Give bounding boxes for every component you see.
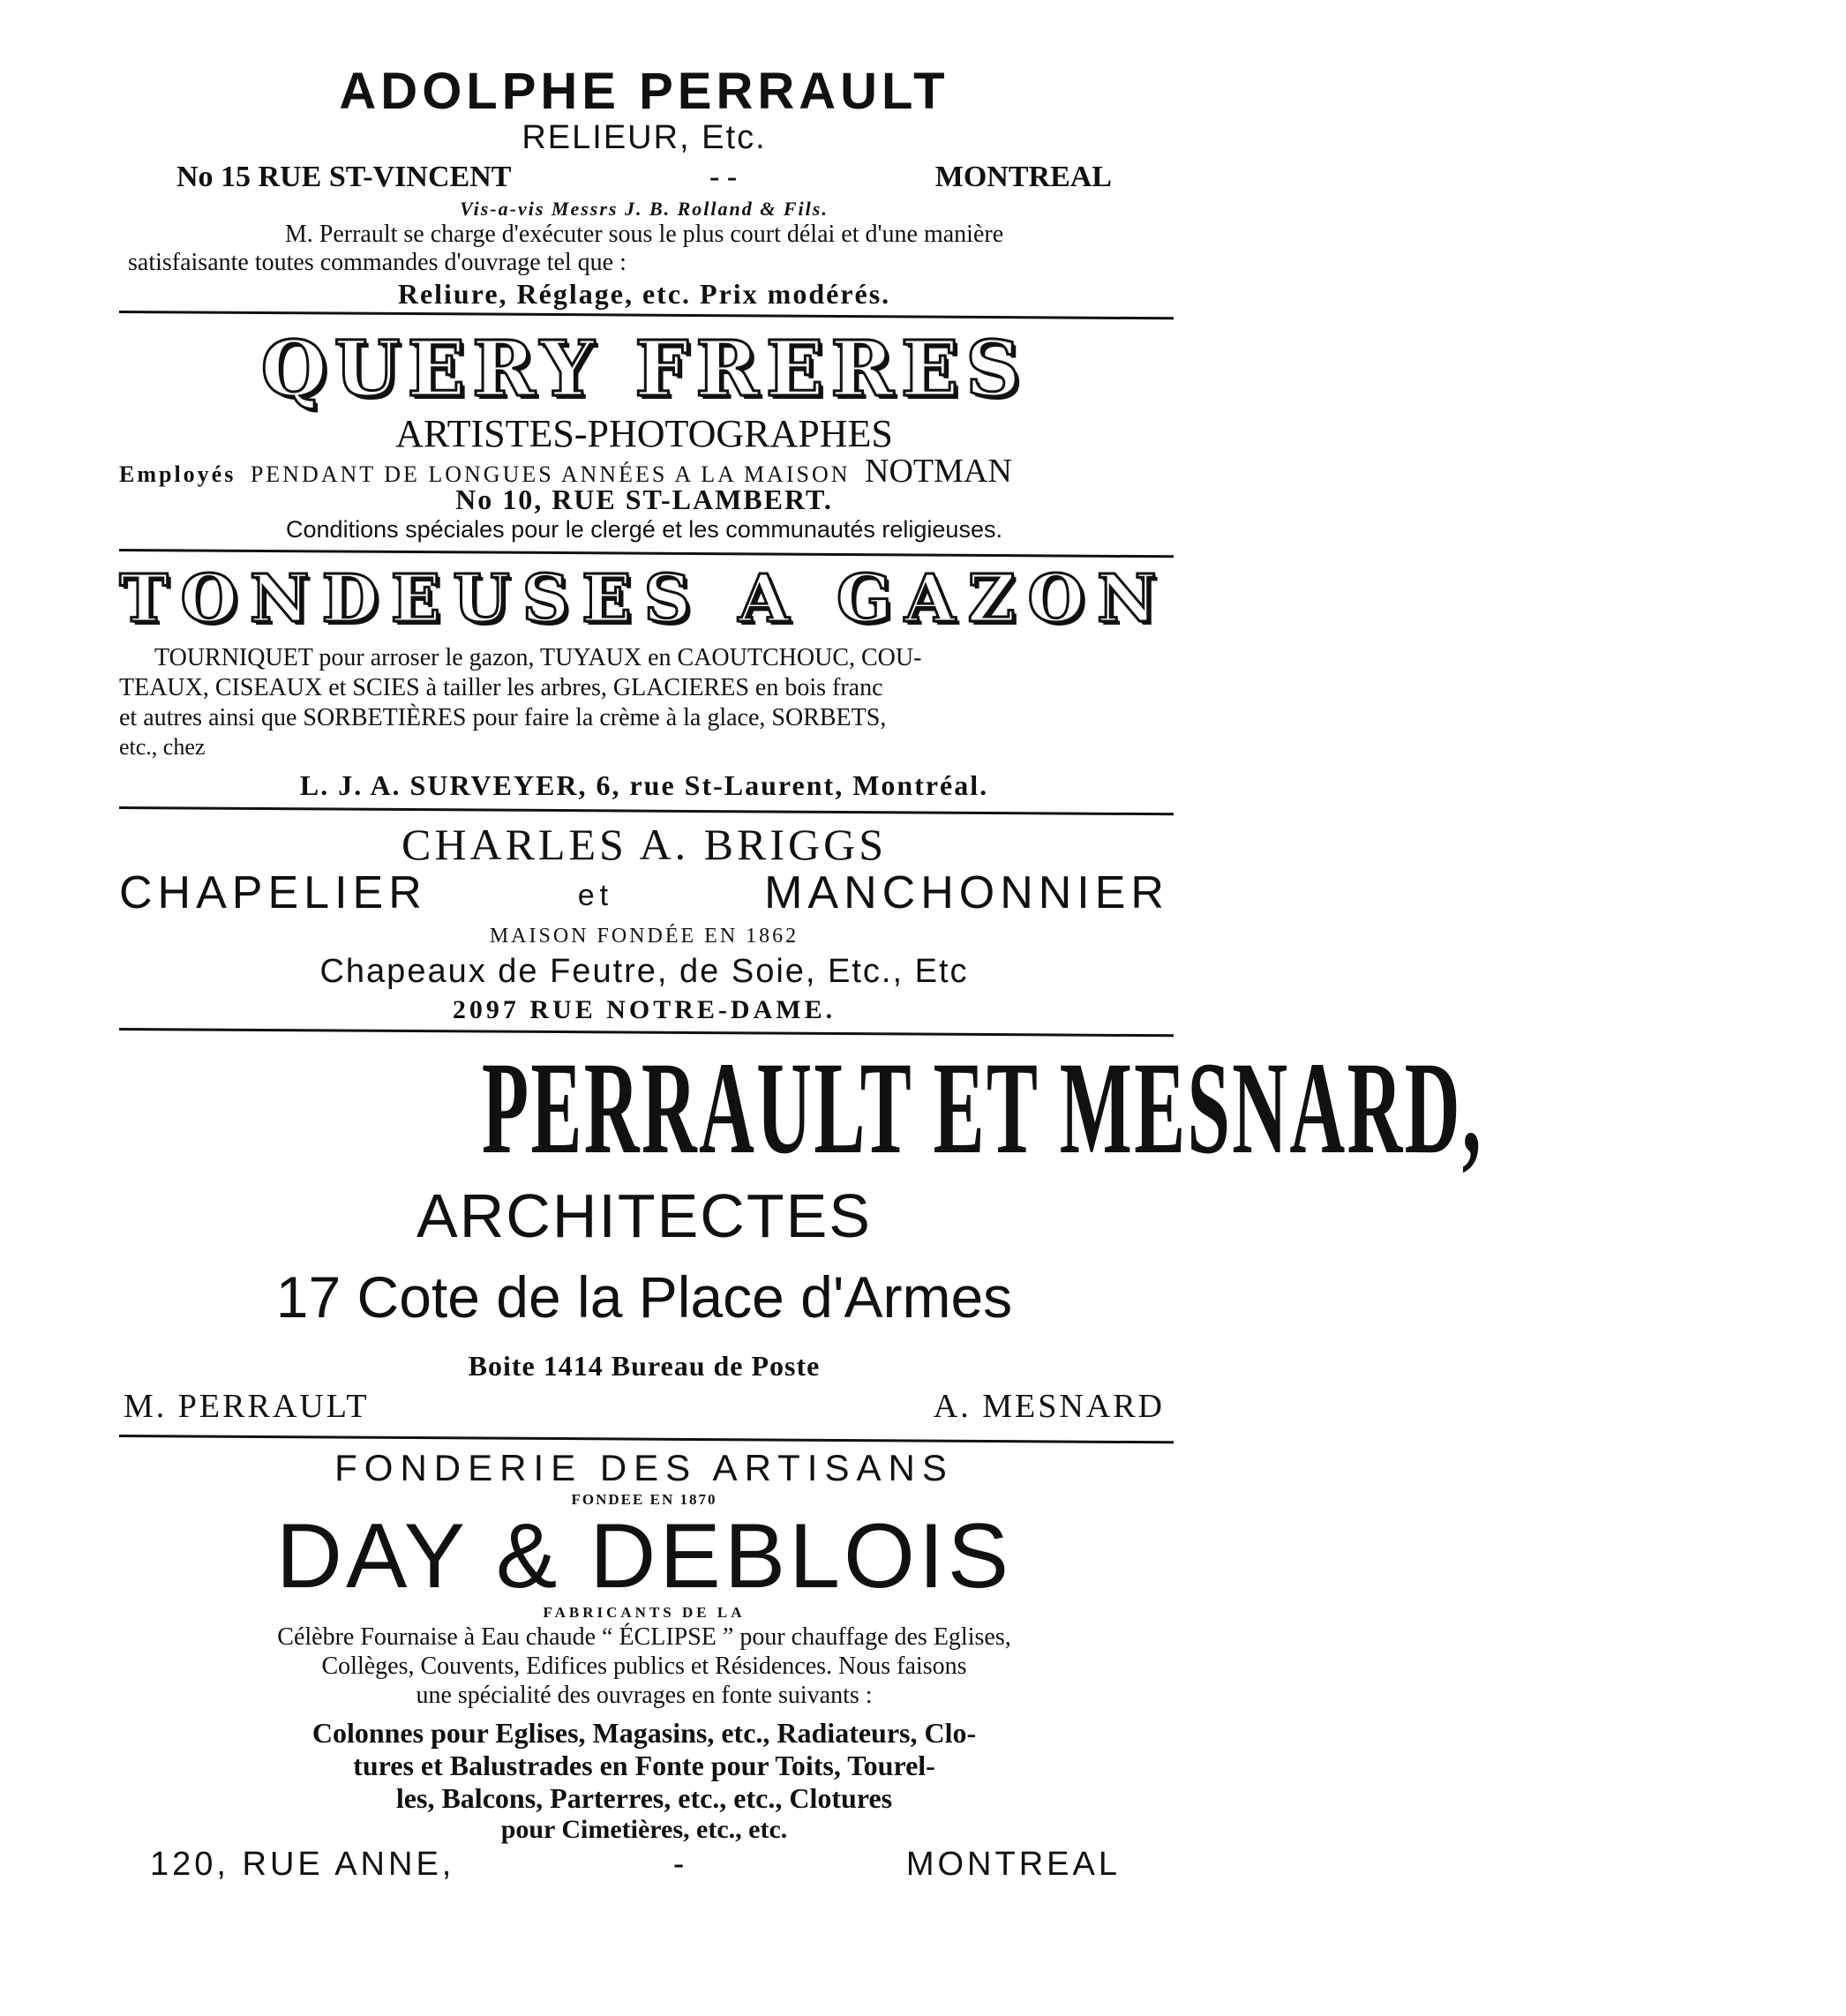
divider: [119, 311, 1174, 319]
ad2-employed-house: NOTMAN: [865, 453, 1012, 490]
ad1-address-city: MONTREAL: [934, 161, 1112, 193]
ad6-bold-line4: pour Cimetières, etc., etc.: [500, 1815, 788, 1844]
ad6-text-line1: Célèbre Fournaise à Eau chaude “ ÉCLIPSE ” pour chauffage des Eglises,: [277, 1623, 1011, 1651]
ad6-bold-line1: Colonnes pour Eglises, Magasins, etc., Radiateurs, Clo-: [311, 1717, 977, 1749]
ad1-opposite: Vis-a-vis Messrs J. B. Rolland & Fils.: [460, 198, 829, 220]
ad3-title: TONDEUSES A GAZON: [119, 561, 1169, 637]
ad5-partner-right: A. MESNARD: [933, 1388, 1165, 1425]
ad1-trade: RELIEUR, Etc.: [522, 119, 767, 156]
ad1-name: ADOLPHE PERRAULT: [339, 63, 949, 120]
ad2-address: No 10, RUE ST-LAMBERT.: [455, 483, 833, 515]
ad4-address: 2097 RUE NOTRE-DAME.: [452, 995, 837, 1024]
ad1-address-separator: - -: [709, 161, 738, 193]
ad6-bold-line3: les, Balcons, Parterres, etc., etc., Clotures: [395, 1782, 893, 1814]
ad2-employed-text: PENDANT DE LONGUES ANNÉES A LA MAISON: [250, 461, 851, 487]
ad2-conditions: Conditions spéciales pour le clergé et les communautés religieuses.: [286, 516, 1002, 543]
ad4-trade-left: CHAPELIER: [119, 867, 427, 918]
ad2-name: QUERY FRERES: [260, 325, 1028, 414]
ad6-address: [150, 1846, 1121, 1884]
ad1-address: [176, 161, 1112, 194]
ad6-founded: FONDEE EN 1870: [571, 1491, 717, 1508]
ad4-trade-and: et: [577, 879, 614, 912]
ad6-makers: FABRICANTS DE LA: [543, 1604, 746, 1621]
ad4-trade-right: MANCHONNIER: [764, 867, 1169, 918]
ad5-trade: ARCHITECTES: [416, 1181, 872, 1250]
ad5-address: 17 Cote de la Place d'Armes: [275, 1264, 1013, 1330]
ad6-address-separator: -: [672, 1846, 688, 1883]
ad4-founded: MAISON FONDÉE EN 1862: [489, 925, 799, 948]
ad3-line3: et autres ainsi que SORBETIÈRES pour faire la crème à la glace, SORBETS,: [119, 704, 887, 731]
ad6-text-line3: une spécialité des ouvrages en fonte suivants :: [416, 1682, 873, 1709]
ad4-trade: [119, 866, 1169, 919]
ad1-address-street: No 15 RUE ST-VINCENT: [176, 161, 512, 193]
ad6-address-city: MONTREAL: [905, 1846, 1121, 1883]
divider: [119, 549, 1174, 558]
ad6-foundry: FONDERIE DES ARTISANS: [334, 1447, 954, 1488]
ad2-trade: ARTISTES-PHOTOGRAPHES: [395, 412, 893, 455]
ad5-partners: [124, 1387, 1165, 1426]
ad3-line2: TEAUX, CISEAUX et SCIES à tailler les arbres, GLACIERES en bois franc: [119, 674, 883, 701]
ad5-name-wrap: [119, 1032, 1483, 1181]
ad5-name: PERRAULT ET MESNARD,: [481, 1035, 1483, 1181]
ad6-bold-line2: tures et Balustrades en Fonte pour Toits, Tourel-: [353, 1750, 935, 1781]
ad4-name: CHARLES A. BRIGGS: [401, 820, 888, 869]
ad3-line4: etc., chez: [119, 734, 206, 760]
ad1-text-line1: M. Perrault se charge d'exécuter sous le plus court délai et d'une manière: [284, 221, 1004, 248]
ad5-box: Boite 1414 Bureau de Poste: [468, 1350, 821, 1382]
divider: [119, 1435, 1174, 1443]
ad3-line1: TOURNIQUET pour arroser le gazon, TUYAUX en CAOUTCHOUC, COU-: [154, 644, 922, 671]
ad3-merchant: L. J. A. SURVEYER, 6, rue St-Laurent, Montréal.: [299, 769, 989, 801]
ad6-text-line2: Collèges, Couvents, Edifices publics et Résidences. Nous faisons: [321, 1653, 967, 1680]
ad5-partner-left: M. PERRAULT: [124, 1388, 370, 1425]
ad6-name: DAY & DEBLOIS: [275, 1505, 1013, 1608]
ad1-services: Reliure, Réglage, etc. Prix modérés.: [397, 278, 891, 310]
divider: [119, 806, 1174, 815]
ad2-employed-prefix: Employés: [119, 461, 236, 487]
ad4-goods: Chapeaux de Feutre, de Soie, Etc., Etc: [319, 953, 969, 990]
ad6-address-street: 120, RUE ANNE,: [150, 1846, 455, 1883]
ad1-text-line2: satisfaisante toutes commandes d'ouvrage tel que :: [128, 249, 627, 276]
